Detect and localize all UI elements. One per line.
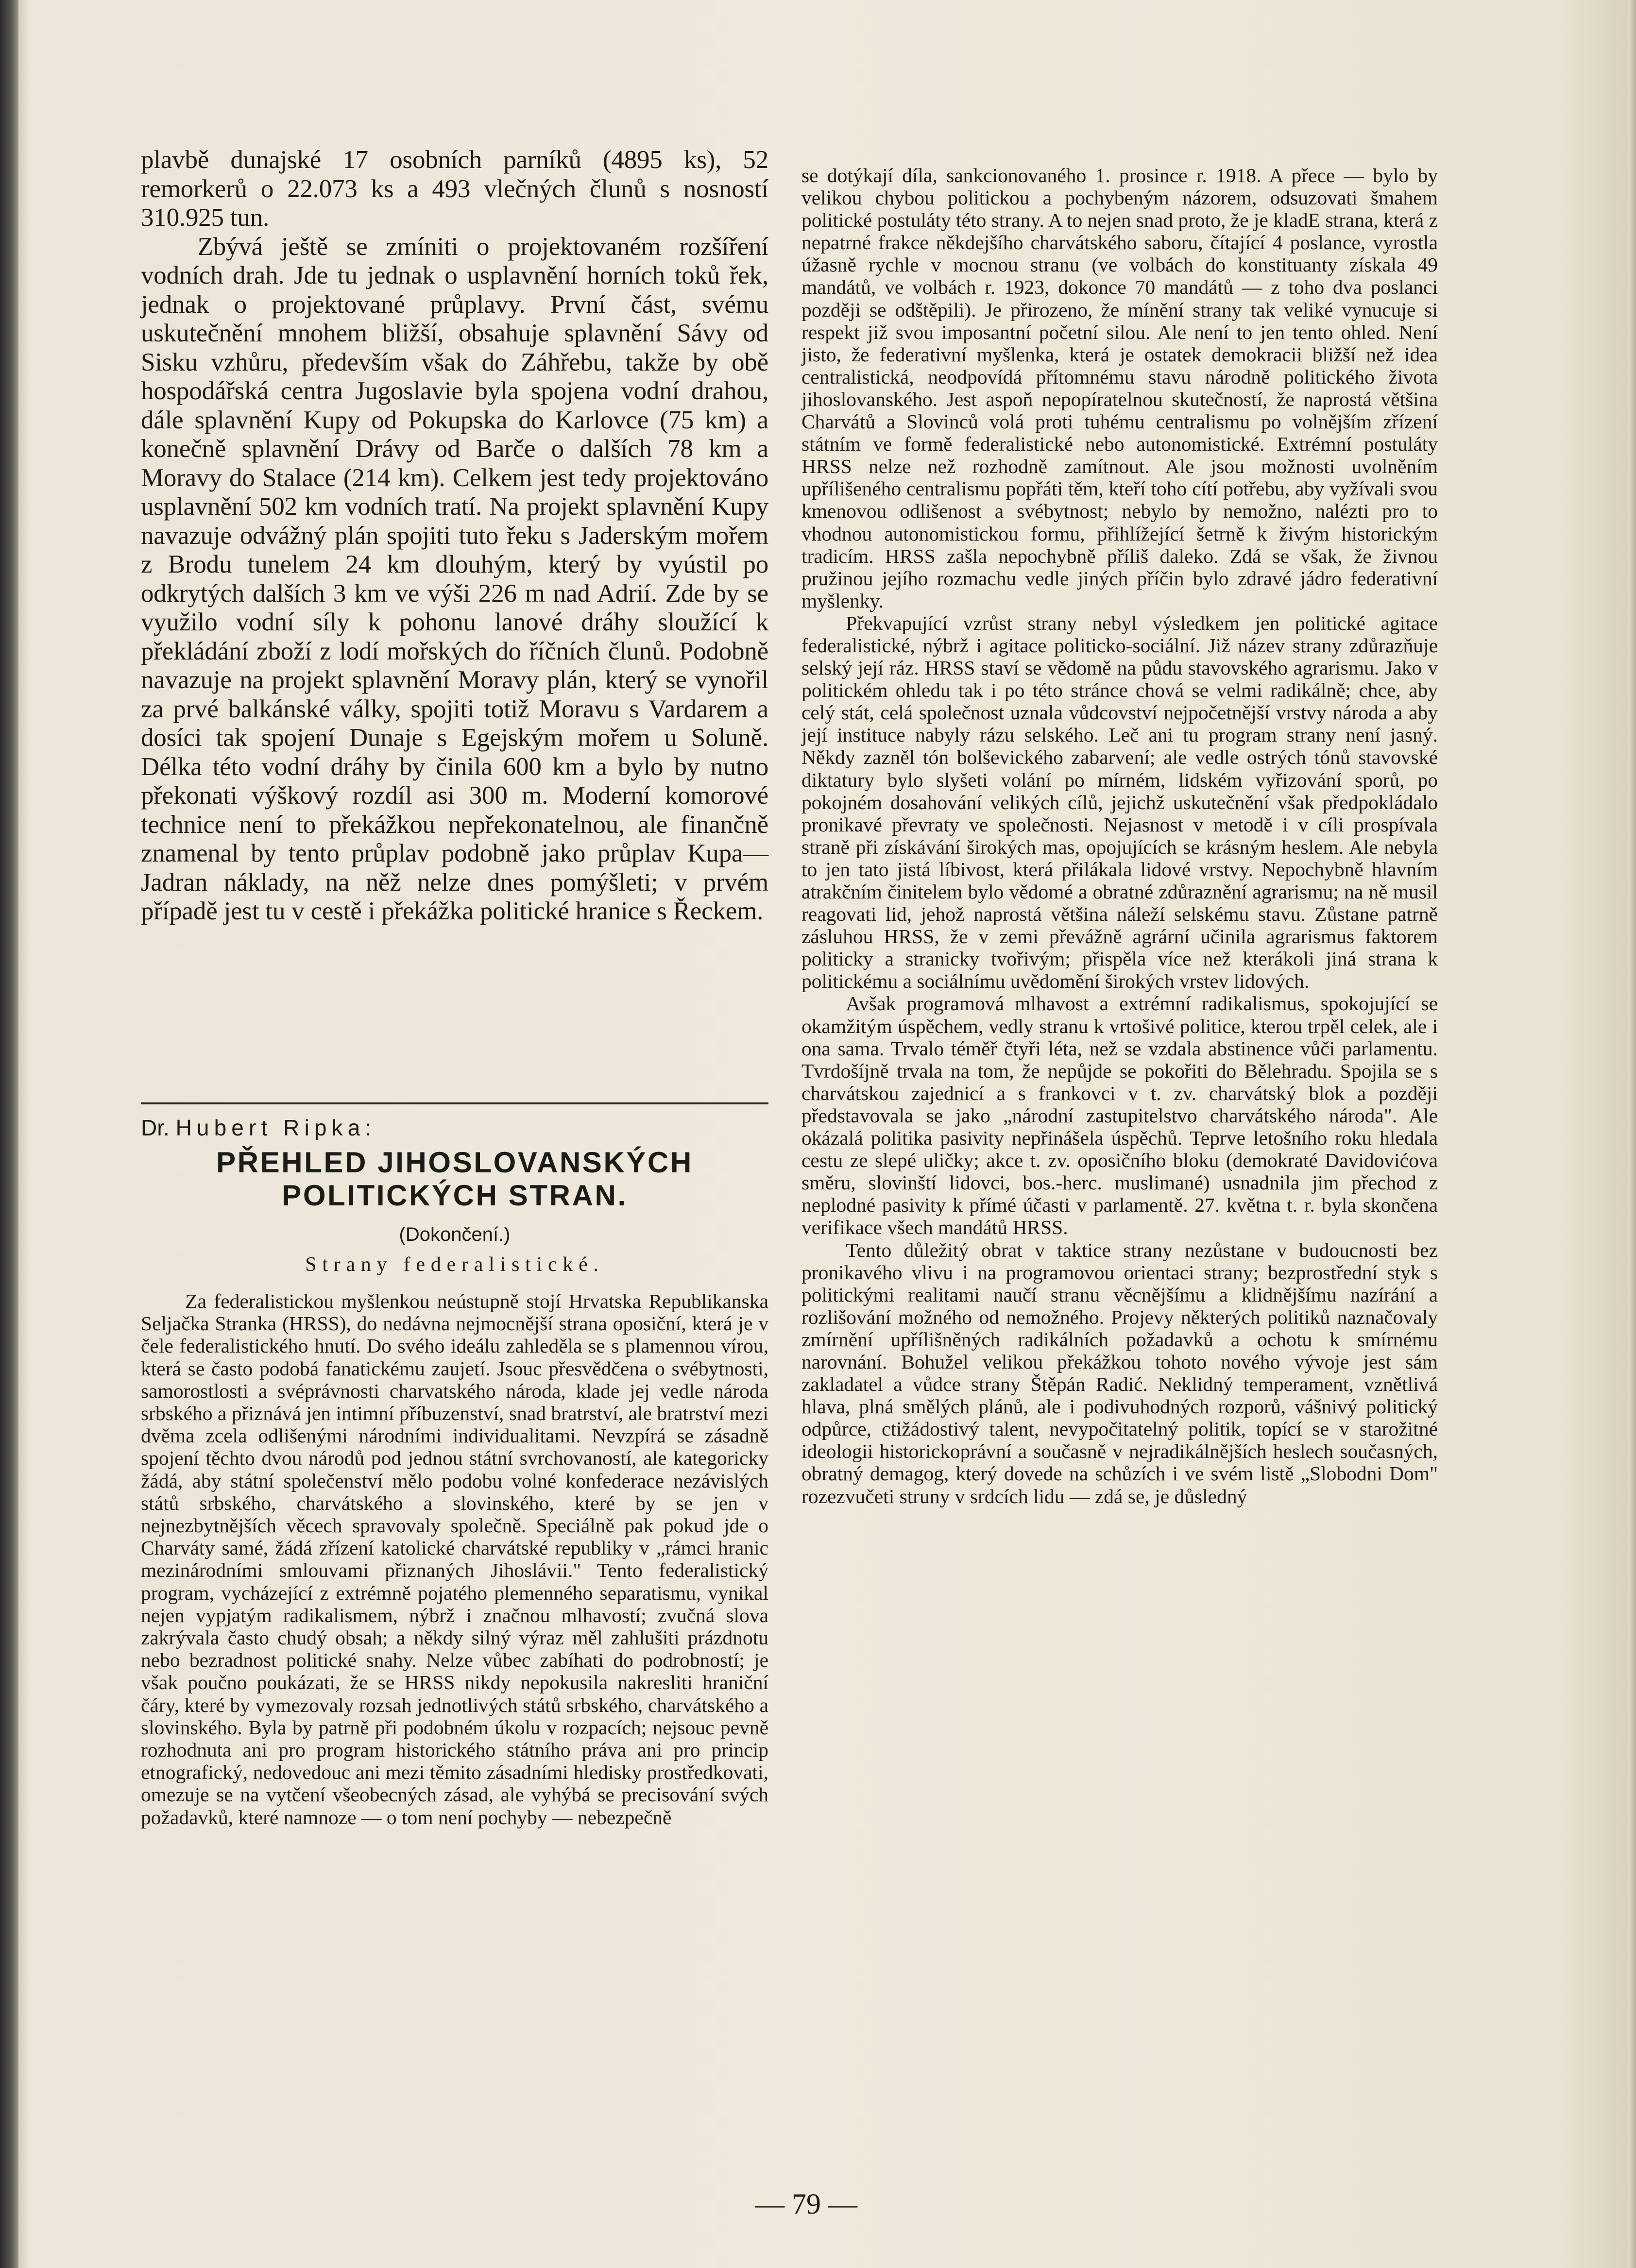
article-title: PŘEHLED JIHOSLOVANSKÝCH POLITICKÝCH STRAN. xyxy=(216,1146,693,1212)
author-name: Hubert Ripka: xyxy=(175,1115,376,1140)
page-number: — 79 — xyxy=(755,2188,857,2220)
article-header xyxy=(141,1113,768,1280)
right-paragraph-1: se dotýkají díla, sankcionovaného 1. prosince r. 1918. A přece — bylo by velikou chybou politickou a pochybeným názorem, odsuzovati šmahem politické postuláty této strany. A to nejen snad proto, že je kladE strana, která z nepatrné frakce někdejšího charvátského saboru, čítající 4 poslance, vyrostla úžasně rychle v mocnou stranu (ve volbách do konstituanty získala 49 mandátů, ve volbách r. 1923, dokonce 70 mandátů — z toho dva poslanci později se odštěpili). Je přirozeno, že mínění strany tak veliké vynucuje si respekt již svou imposantní početní silou. Ale není to jen tento ohled. Není jisto, že federativní myšlenka, která je ostatek demokracii bližší než idea centralistická, neodpovídá přítomnému stavu národně politického života jihoslovanského. Jest aspoň nepopíratelnou skutečností, že naprostá většina Charvátů a Slovinců volá proti tuhému centralismu po volnějším zřízení státním ve formě federalistické nebo autonomistické. Extrémní postuláty HRSS nelze než rozhodně zamítnout. Ale jsou možnosti uvolněním upřílišeného centralismu popřáti těm, kteří toho cítí potřebu, aby vyžívali svou kmenovou odlišenost a svébytnost; nebylo by nemožno, nalézti pro to vhodnou autonomistickou formu, přihlížející šetrně k živým historickým tradicím. HRSS zašla nepochybně příliš daleko. Zdá se však, že živnou pružinou jejího rozmachu vedle jiných příčin bylo zdravé jádro federativní myšlenky. xyxy=(801,164,1438,612)
article-author xyxy=(141,1113,768,1142)
right-paragraph-2: Překvapující vzrůst strany nebyl výsledkem jen politické agitace federalistické, nýbrž i agitace politicko-sociální. Již název strany zdůrazňuje selský její ráz. HRSS staví se vědomě na půdu stavovského agrarismu. Jako v politickém ohledu tak i po této stránce chová se velmi radikálně; chce, aby celý stát, celá společnost uznala vůdcovství nejpočetnější vrstvy národa a aby její instituce nabyly rázu selského. Leč ani tu program strany není jasný. Někdy zazněl tón bolševického zabarvení; ale vedle ostrých tónů stavovské diktatury bylo slyšeti volání po mírném, lidském vyřizování sporů, po pokojném dosahování velikých cílů, jejichž uskutečnění však předpokládalo pronikavé převraty ve společnosti. Nejasnost v metodě i v cíli prospívala straně při získávání širokých mas, opojujících se krásným heslem. Ale nebyla to jen tato jistá líbivost, která přilákala lidové vrstvy. Nepochybně hlavním atrakčním činitelem bylo vědomé a obratné zdůraznění agrarismu; na ně musil reagovati lid, jehož naprostá většina náleží selskému stavu. Zůstane patrně zásluhou HRSS, že v zemi převážně agrární učinila agrarismus faktorem politicky a stranicky tvořivým; přispěla více než kterákoli jiná strana k politickému a sociálnímu uvědomění širokých vrstev lidových. xyxy=(801,611,1438,993)
left-paragraph-2: Zbývá ještě se zmíniti o projektovaném rozšíření vodních drah. Jde tu jednak o usplavnění horních toků řek, jednak o projektované průplavy. První část, svému uskutečnění mnohem bližší, obsahuje splavnění Sávy od Sisku vzhůru, především však do Záhřebu, takže by obě hospodářská centra Jugoslavie byla spojena vodní drahou, dále splavnění Kupy od Pokupska do Karlovce (75 km) a konečně splavnění Drávy od Barče o dalších 78 km a Moravy do Stalace (214 km). Celkem jest tedy projektováno usplavnění 502 km vodních tratí. Na projekt splavnění Kupy navazuje odvážný plán spojiti tuto řeku s Jaderským mořem z Brodu tunelem 24 km dlouhým, který by vyústil po odkrytých dalších 3 km ve výši 226 m nad Adrií. Zde by se využilo vodní síly k pohonu lanové dráhy sloužící k překládání zboží z lodí mořských do říčních člunů. Podobně navazuje na projekt splavnění Moravy plán, který se vynořil za prvé balkánské války, spojiti totiž Moravu s Vardarem a dosíci tak spojení Dunaje s Egejským mořem u Soluně. Délka této vodní dráhy by činila 600 km a bylo by nutno překonati výškový rozdíl asi 300 m. Moderní komorové technice není to překážkou nepřekonatelnou, ale finančně znamenal by tento průplav podobně jako průplav Kupa—Jadran náklady, na něž nelze dnes pomýšleti; v prvém případě jest tu v cestě i překážka politické hranice s Řeckem. xyxy=(141,232,768,925)
left-column-lower xyxy=(141,1290,768,1828)
section-divider xyxy=(141,1102,768,1104)
section-heading: Strany federalistické. xyxy=(305,1253,604,1276)
author-prefix: Dr. xyxy=(141,1115,170,1140)
right-paragraph-4: Tento důležitý obrat v taktice strany nezůstane v budoucnosti bez pronikavého vlivu i na programovou orientaci strany; bezprostřední styk s politickými realitami naučí stranu věcnějšímu a klidnějšímu nazírání a rozlišování možného od nemožného. Projevy některých politiků naznačovaly zmírnění upřílišněných radikálních požadavků a ochotu k smírnému narovnání. Bohužel velikou překážkou tohoto nového vývoje jest sám zakladatel a vůdce strany Štěpán Radić. Neklidný temperament, vznětlivá hlava, plná smělých plánů, ale i podivuhodných rozporů, vášnivý politický odpůrce, ctižádostivý talent, nevypočitatelný politik, topící se v starožitné ideologii historickoprávní a současně v nejradikálnějších heslech současných, obratný demagog, který dovede na schůzích i ve svém listě „Slobodni Dom" rozezvučeti struny v srdcích lidu — zdá se, je důsledný xyxy=(801,1238,1438,1507)
article-subtitle: (Dokončení.) xyxy=(399,1224,511,1245)
book-gutter xyxy=(0,0,18,2268)
page-edge xyxy=(1628,0,1636,2268)
right-paragraph-3: Avšak programová mlhavost a extrémní radikalismus, spokojující se okamžitým úspěchem, vedly stranu k vrtošivé politice, kterou trpěl celek, ale i ona sama. Trvalo téměř čtyři léta, než se vzdala abstinence vůči parlamentu. Tvrdošíjně trvala na tom, že nepůjde se pokořiti do Bělehradu. Spojila se s charvátskou zajednicí a s frankovci v t. zv. charvátský blok a později představovala se jako „národní zastupitelstvo charvátského národa". Ale okázalá politika pasivity nepřinášela úspěchů. Teprve letošního roku hledala cestu ze slepé uličky; akce t. zv. oposičního bloku (demokraté Davidovićova směru, slovinští lidovci, bos.-herc. muslimané) usnadnila jim přechod z neplodné pasivity k přímé účasti v parlamentě. 27. května t. r. byla skončena verifikace všech mandátů HRSS. xyxy=(801,992,1438,1239)
left-paragraph-1: plavbě dunajské 17 osobních parníků (4895 ks), 52 remorkerů o 22.073 ks a 493 vlečných člunů s nosností 310.925 tun. xyxy=(141,146,768,232)
left-column xyxy=(141,146,768,926)
left-lower-paragraph-1: Za federalistickou myšlenkou neústupně stojí Hrvatska Republikanska Seljačka Stranka (HRSS), do nedávna nejmocnější strana oposiční, která je v čele federalistického hnutí. Do svého ideálu zahleděla se s plamennou vírou, která se často podobá fanatickému zaujetí. Jsouc přesvědčena o svébytnosti, samorostlosti a svéprávnosti charvatského národa, klade jej vedle národa srbského a přiznává jen intimní příbuzenství, snad bratrství, ale bratrství mezi dvěma zcela odlišenými národními individualitami. Nevzpírá se zásadně spojení těchto dvou národů pod jednou státní svrchovaností, ale kategoricky žádá, aby státní společenství mělo podobu volné konfederace nezávislých států srbského, charvátského a slovinského, které by se jen v nejnezbytnějších věcech spravovaly společně. Speciálně pak pokud jde o Charváty samé, žádá zřízení katolické charvátské republiky v „rámci hranic mezinárodními smlouvami přiznaných Jihoslávii." Tento federalistický program, vycházející z extrémně pojatého plemenného separatismu, vynikal nejen vypjatým radikalismem, nýbrž i značnou mlhavostí; zvučná slova zakrývala často chudý obsah; a někdy silný výraz měl zahlušiti prázdnotu nebo bezradnost politické snahy. Nelze vůbec zabíhati do podrobností; je však poučno poukázati, že se HRSS nikdy nepokusila nakresliti hraniční čáry, které by vymezovaly rozsah jednotlivých států srbského, charvátského a slovinského. Byla by patrně při podobném úkolu v rozpacích; nejsouc pevně rozhodnuta ani pro program historického státního práva ani pro princip etnografický, nedovedouc ani mezi těmito zásadními hledisky prostředkovati, omezuje se na vytčení všeobecných zásad, ale vyhýbá se precisování svých požadavků, které namnoze — o tom není pochyby — nebezpečně xyxy=(141,1290,768,1828)
right-column xyxy=(801,164,1438,1507)
